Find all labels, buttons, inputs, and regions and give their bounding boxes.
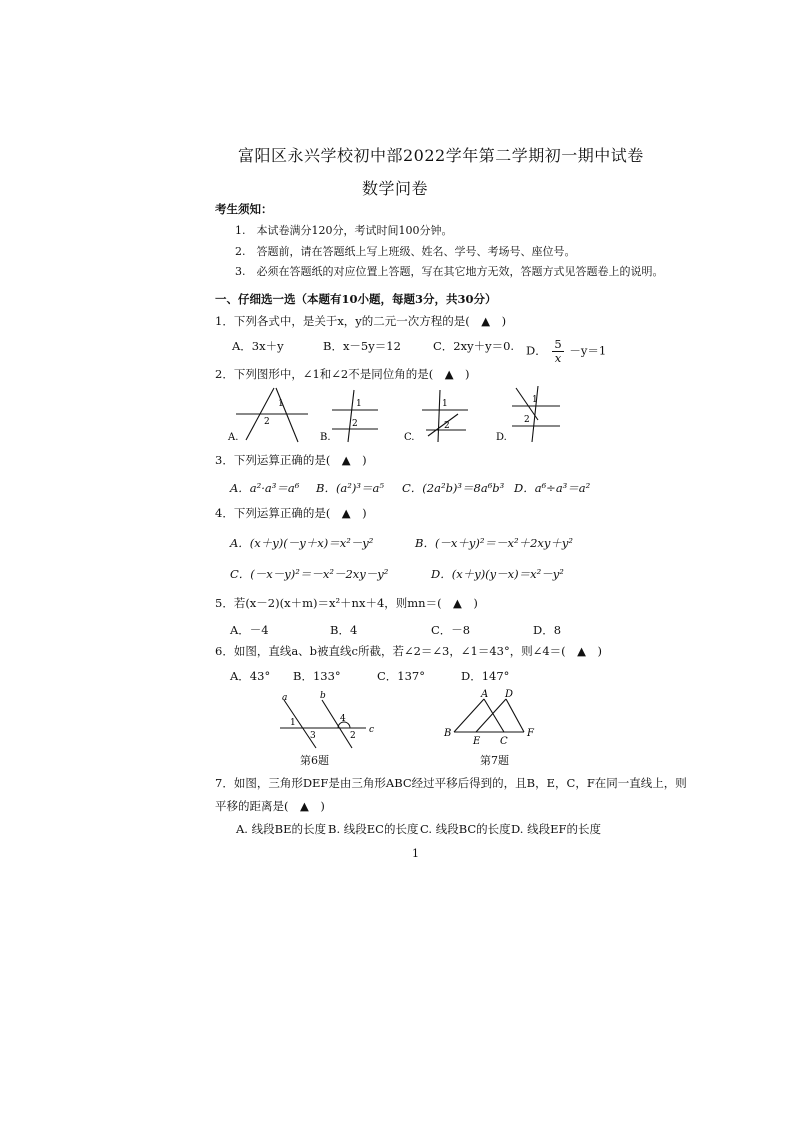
notice-item-3: 3. 必须在答题纸的对应位置上答题，写在其它地方无效，答题方式见答题卷上的说明。 [235,265,664,278]
q6-option-b: B．133° [293,669,341,683]
q2-b-angle-1: 1 [356,399,362,409]
q2-label-b: B. [320,432,331,443]
q7-figure [440,688,545,748]
q2-label-a: A. [228,432,239,443]
q5-stem: 5．若(x－2)(x＋m)＝x²＋nx＋4，则mn＝( ▲ ) [215,596,478,610]
q6-option-d: D．147° [461,669,510,683]
q1-d-fraction [552,338,563,365]
q7-point-b: B [444,728,452,739]
q2-figure-a [226,386,311,444]
q3-stem: 3．下列运算正确的是( ▲ ) [215,453,367,467]
q4-option-c: C．(－x－y)²＝－x²－2xy－y² [230,567,389,581]
q1-stem: 1．下列各式中，是关于x，y的二元一次方程的是( ▲ ) [215,314,507,328]
q1-d-numerator: 5 [554,337,562,351]
q7-option-c: C. 线段BC的长度 [420,822,511,836]
q2-a-angle-1: 1 [278,399,284,409]
q6-angle-3: 3 [310,731,316,741]
q6-figure [272,688,382,750]
q1-d-denominator: x [554,351,562,365]
q1-option-a: A．3x＋y [232,339,284,353]
q2-label-d: D. [496,432,507,443]
q4-option-a: A．(x＋y)(－y＋x)＝x²－y² [230,536,374,550]
q3-option-d: D．a⁶÷a³＝a² [514,481,591,495]
q7-point-f: F [527,728,534,739]
q2-a-angle-2: 2 [264,417,270,427]
q2-d-angle-2: 2 [524,415,530,425]
q6-figure-caption: 第6题 [300,754,329,767]
q1-d-prefix: D． [526,343,547,358]
q7-option-b: B. 线段EC的长度 [328,822,419,836]
q3-option-c: C．(2a²b)³＝8a⁶b³ [402,481,505,495]
q7-point-d: D [505,689,514,700]
q7-figure-caption: 第7题 [480,754,509,767]
q4-stem: 4．下列运算正确的是( ▲ ) [215,506,367,520]
q5-option-a: A．－4 [230,623,269,637]
q2-d-angle-1: 1 [532,395,538,405]
q1-option-c: C．2xy＋y＝0. [433,339,515,353]
q4-option-d: D．(x＋y)(y－x)＝x²－y² [431,567,564,581]
q1-option-d [526,338,606,365]
q2-b-angle-2: 2 [352,419,358,429]
q2-c-angle-2: 2 [444,421,450,431]
q7-option-d: D. 线段EF的长度 [511,822,601,836]
q2-c-angle-1: 1 [442,399,448,409]
page-number: 1 [412,847,419,860]
q7-point-e: E [473,736,481,747]
q1-option-b: B．x－5y＝12 [323,339,401,353]
q6-angle-1: 1 [290,718,296,728]
q2-figure-d [494,382,569,444]
q1-d-rest: －y＝1 [569,343,607,358]
q6-line-c: c [369,725,375,735]
q6-line-a: a [282,693,288,703]
notice-item-1: 1. 本试卷满分120分，考试时间100分钟。 [235,224,453,237]
page-subtitle: 数学问卷 [362,179,429,198]
q6-stem: 6．如图，直线a、b被直线c所截，若∠2＝∠3，∠1＝43°，则∠4＝( ▲ ) [215,644,602,658]
q6-option-a: A．43° [230,669,271,683]
q5-option-b: B．4 [330,623,358,637]
q6-angle-4: 4 [340,714,346,724]
q3-option-b: B．(a²)³＝a⁵ [316,481,384,495]
q7-stem-line2: 平移的距离是( ▲ ) [215,799,325,813]
q5-option-c: C．－8 [431,623,471,637]
q7-option-a: A. 线段BE的长度 [236,822,326,836]
notice-heading: 考生须知： [215,202,273,216]
q6-option-c: C．137° [377,669,425,683]
q2-label-c: C. [404,432,415,443]
q2-figure-c [402,386,472,444]
q4-option-b: B．(－x＋y)²＝－x²＋2xy＋y² [415,536,574,550]
q5-option-d: D．8 [533,623,562,637]
q6-angle-2: 2 [350,731,356,741]
q7-stem-line1: 7．如图，三角形DEF是由三角形ABC经过平移后得到的，且B，E，C，F在同一直线上，则 [215,776,687,790]
q6-line-b: b [320,691,326,701]
q7-point-c: C [500,736,508,747]
section-heading: 一、仔细选一选（本题有10小题，每题3分，共30分） [215,292,497,306]
page-title: 富阳区永兴学校初中部2022学年第二学期初一期中试卷 [238,146,644,165]
q2-figure-b [318,386,393,444]
q3-option-a: A．a²·a³＝a⁶ [230,481,300,495]
q2-stem: 2．下列图形中，∠1和∠2不是同位角的是( ▲ ) [215,367,470,381]
notice-item-2: 2. 答题前，请在答题纸上写上班级、姓名、学号、考场号、座位号。 [235,245,576,258]
q7-point-a: A [481,689,489,700]
